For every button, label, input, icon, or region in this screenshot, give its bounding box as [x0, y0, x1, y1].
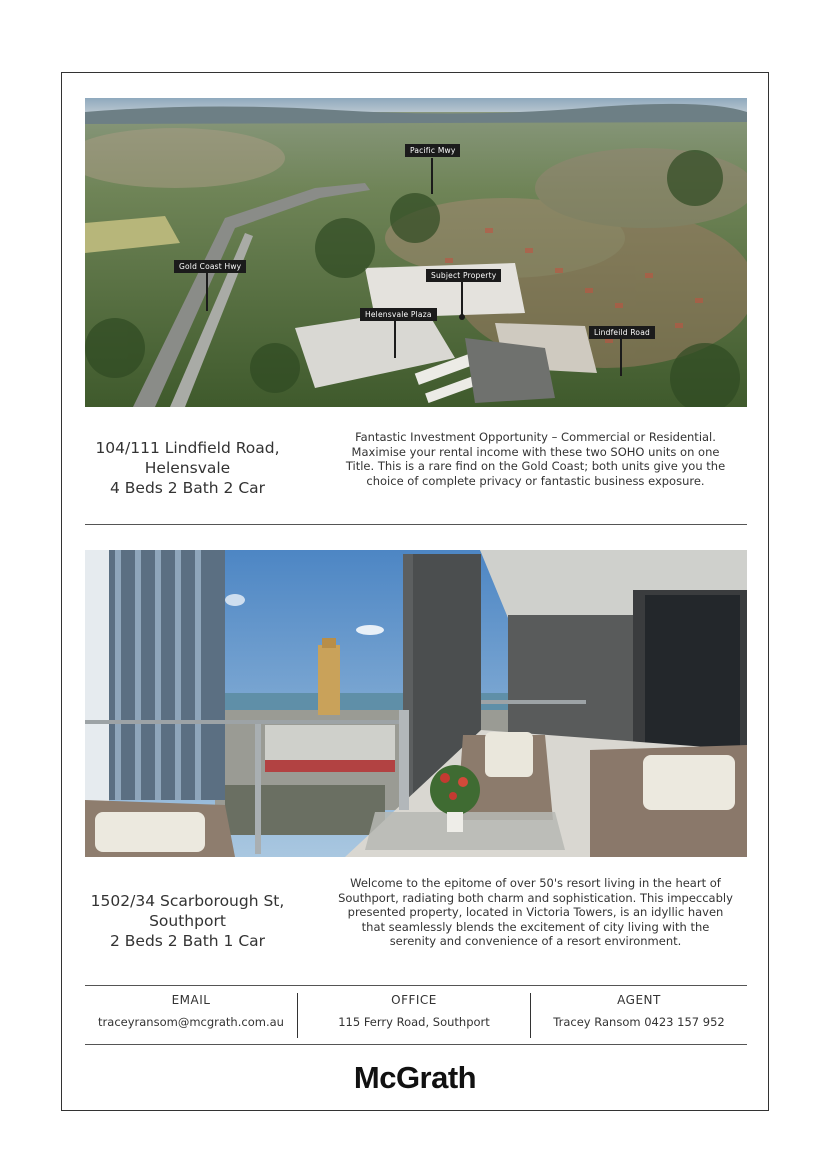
- map-label-helensvale-plaza: Helensvale Plaza: [360, 308, 437, 321]
- map-pin-line: [206, 273, 208, 311]
- map-label-subject-property: Subject Property: [426, 269, 501, 282]
- listing-2-description: Welcome to the epitome of over 50's resort living in the heart of Southport, radiating both charm and sophistication. This impeccably presented property, located in Victoria Towers, is an idyllic haven that seamlessly blends the excitement of city living with the serenity and convenience of a resort environment.: [338, 876, 733, 949]
- email-value[interactable]: traceyransom@mcgrath.com.au: [98, 1015, 284, 1029]
- map-label-pacific-mwy: Pacific Mwy: [405, 144, 460, 157]
- listing-2-address-line1: 1502/34 Scarborough St,: [90, 892, 285, 910]
- map-label-gold-coast-hwy: Gold Coast Hwy: [174, 260, 246, 273]
- balcony-photo: [85, 550, 747, 857]
- divider: [85, 1044, 747, 1045]
- balcony-photo-illustration: [85, 550, 747, 857]
- listing-1-address: [85, 438, 290, 498]
- map-label-lindfeild-road: Lindfeild Road: [589, 326, 655, 339]
- contact-office: [298, 990, 530, 1040]
- listing-2-features: 2 Beds 2 Bath 1 Car: [109, 932, 266, 950]
- email-label: EMAIL: [171, 993, 211, 1007]
- contact-agent: [531, 990, 747, 1040]
- map-pin-line: [461, 282, 463, 317]
- mcgrath-logo: McGrath: [353, 1060, 477, 1095]
- divider: [85, 985, 747, 986]
- map-pin-line: [431, 158, 433, 194]
- aerial-photo: [85, 98, 747, 407]
- divider: [85, 524, 747, 525]
- contact-email: [85, 990, 297, 1040]
- listing-1-address-line2: Helensvale: [144, 459, 231, 477]
- map-pin-line: [394, 320, 396, 358]
- agent-label: AGENT: [617, 993, 661, 1007]
- listing-1-features: 4 Beds 2 Bath 2 Car: [109, 479, 266, 497]
- map-pin-dot: [459, 314, 465, 320]
- office-label: OFFICE: [391, 993, 437, 1007]
- listing-1-address-line1: 104/111 Lindfield Road,: [95, 439, 280, 457]
- listing-2-address: [85, 891, 290, 951]
- map-pin-line: [620, 338, 622, 376]
- listing-2-address-line2: Southport: [149, 912, 226, 930]
- agent-value: Tracey Ransom 0423 157 952: [553, 1015, 725, 1029]
- office-value: 115 Ferry Road, Southport: [338, 1015, 490, 1029]
- listing-1-description: Fantastic Investment Opportunity – Commercial or Residential. Maximise your rental income with these two SOHO units on one Title. This is a rare find on the Gold Coast; both units give you the choice of complete privacy or fantastic business exposure.: [345, 430, 726, 488]
